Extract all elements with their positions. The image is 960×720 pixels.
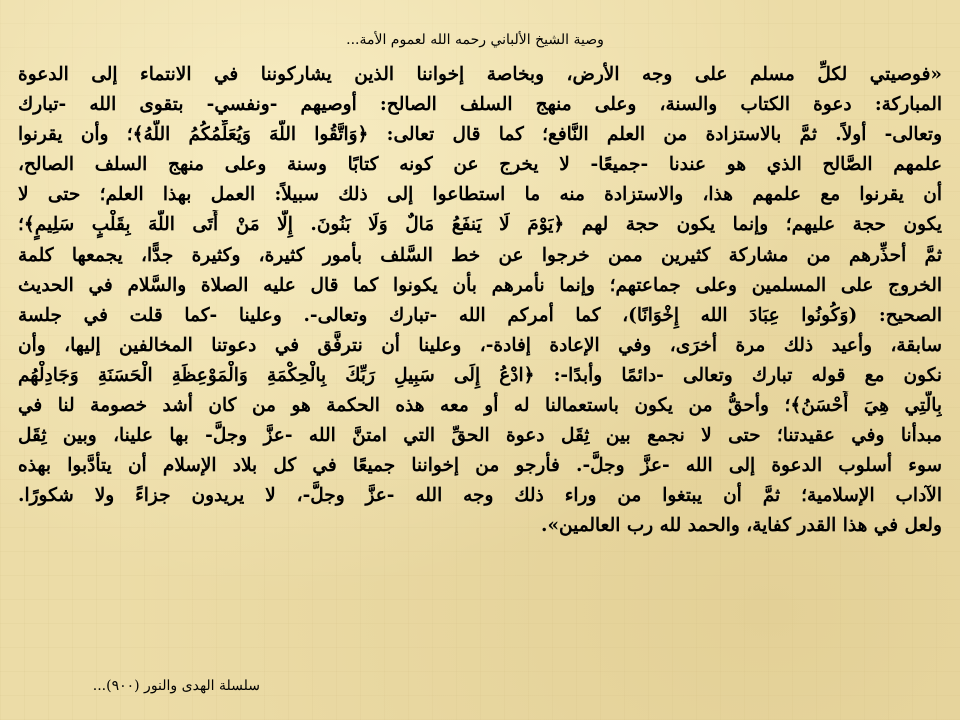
quote-line: المباركة: دعوة الكتاب والسنة، وعلى منهج السلف الصالح: أوصيهم -ونفسي- بتقوى الله -تبارك <box>18 94 942 116</box>
source-citation: سلسلة الهدى والنور (٩٠٠)... <box>92 678 260 694</box>
quote-line: ولعل في هذا القدر كفاية، والحمد لله رب العالمين». <box>541 515 942 537</box>
quote-line: أن يقرنوا مع علمهم هذا، والاستزادة منه ما استطاعوا إلى ذلك سبيلاً: العمل بهذا العلم؛ حتى لا <box>18 184 942 206</box>
quote-line: سوء أسلوب الدعوة إلى الله -عزَّ وجلَّ-. فأرجو من إخواننا جميعًا في كل بلاد الإسلام أن يتأدَّبوا بهذه <box>18 455 942 477</box>
quote-body <box>18 60 942 542</box>
quote-line: نكون مع قوله تبارك وتعالى -دائمًا وأبدًا-: ﴿ادْعُ إِلَى سَبِيلِ رَبِّكَ بِالْحِكْمَةِ وَالْمَوْعِظَةِ الْحَسَنَةِ وَجَادِلْهُم <box>18 364 942 386</box>
quote-line: يكون حجة عليهم؛ وإنما يكون حجة لهم ﴿يَوْمَ لَا يَنفَعُ مَالٌ وَلَا بَنُونَ. إِلَّا مَنْ أَتَى اللَّهَ بِقَلْبٍ سَلِيمٍ﴾؛ <box>18 214 942 236</box>
quote-line: الآداب الإسلامية؛ ثمَّ أن يبتغوا من وراء ذلك وجه الله -عزَّ وجلَّ-، لا يريدون جزاءً ولا شكورًا. <box>18 485 942 507</box>
quote-line: وتعالى- أولاً. ثمَّ بالاستزادة من العلم النَّافع؛ كما قال تعالى: ﴿وَاتَّقُوا اللَّهَ وَيُعَلِّمُكُمُ اللَّهُ﴾؛ وأن يقرنوا <box>18 124 942 146</box>
quote-line: الصحيح: (وَكُونُوا عِبَادَ الله إِخْوَانًا)، كما أمركم الله -تبارك وتعالى-. وعلينا -كما قلت في جلسة <box>18 304 942 326</box>
quote-line: سابقة، وأعيد ذلك مرة أخرَى، وفي الإعادة إفادة-، وعلينا أن نترفَّق في دعوتنا المخالفين إليها، وأن <box>18 334 942 356</box>
document-title: وصية الشيخ الألباني رحمه الله لعموم الأمة... <box>346 32 604 48</box>
quote-line: «فوصيتي لكلِّ مسلم على وجه الأرض، وبخاصة إخواننا الذين يشاركوننا في الانتماء إلى الدعوة <box>18 64 942 85</box>
quote-line: بِالَّتِي هِيَ أَحْسَنُ﴾؛ وأحقُّ من يكون باستعمالنا له أو معه هذه الحكمة هو من كان أشد خصومة لنا في <box>18 395 942 417</box>
quote-line: مبدأنا وفي عقيدتنا؛ حتى لا نجمع بين ثِقَل دعوة الحقِّ التي امتنَّ الله -عزَّ وجلَّ- بها علينا، وبين ثِقَل <box>18 425 942 447</box>
quote-line: الخروج على المسلمين وعلى جماعتهم؛ وإنما نأمرهم بأن يكونوا كما قال عليه الصلاة والسَّلام في الحديث <box>18 274 942 296</box>
quote-line: ثمَّ أحذِّرهم من مشاركة كثيرين ممن خرجوا عن خط السَّلف بأمور كثيرة، وكثيرة جدًّا، يجمعها كلمة <box>18 244 942 266</box>
quote-line: علمهم الصَّالح الذي هو عندنا -جميعًا- لا يخرج عن كونه كتابًا وسنة وعلى منهج السلف الصالح، <box>18 154 942 176</box>
